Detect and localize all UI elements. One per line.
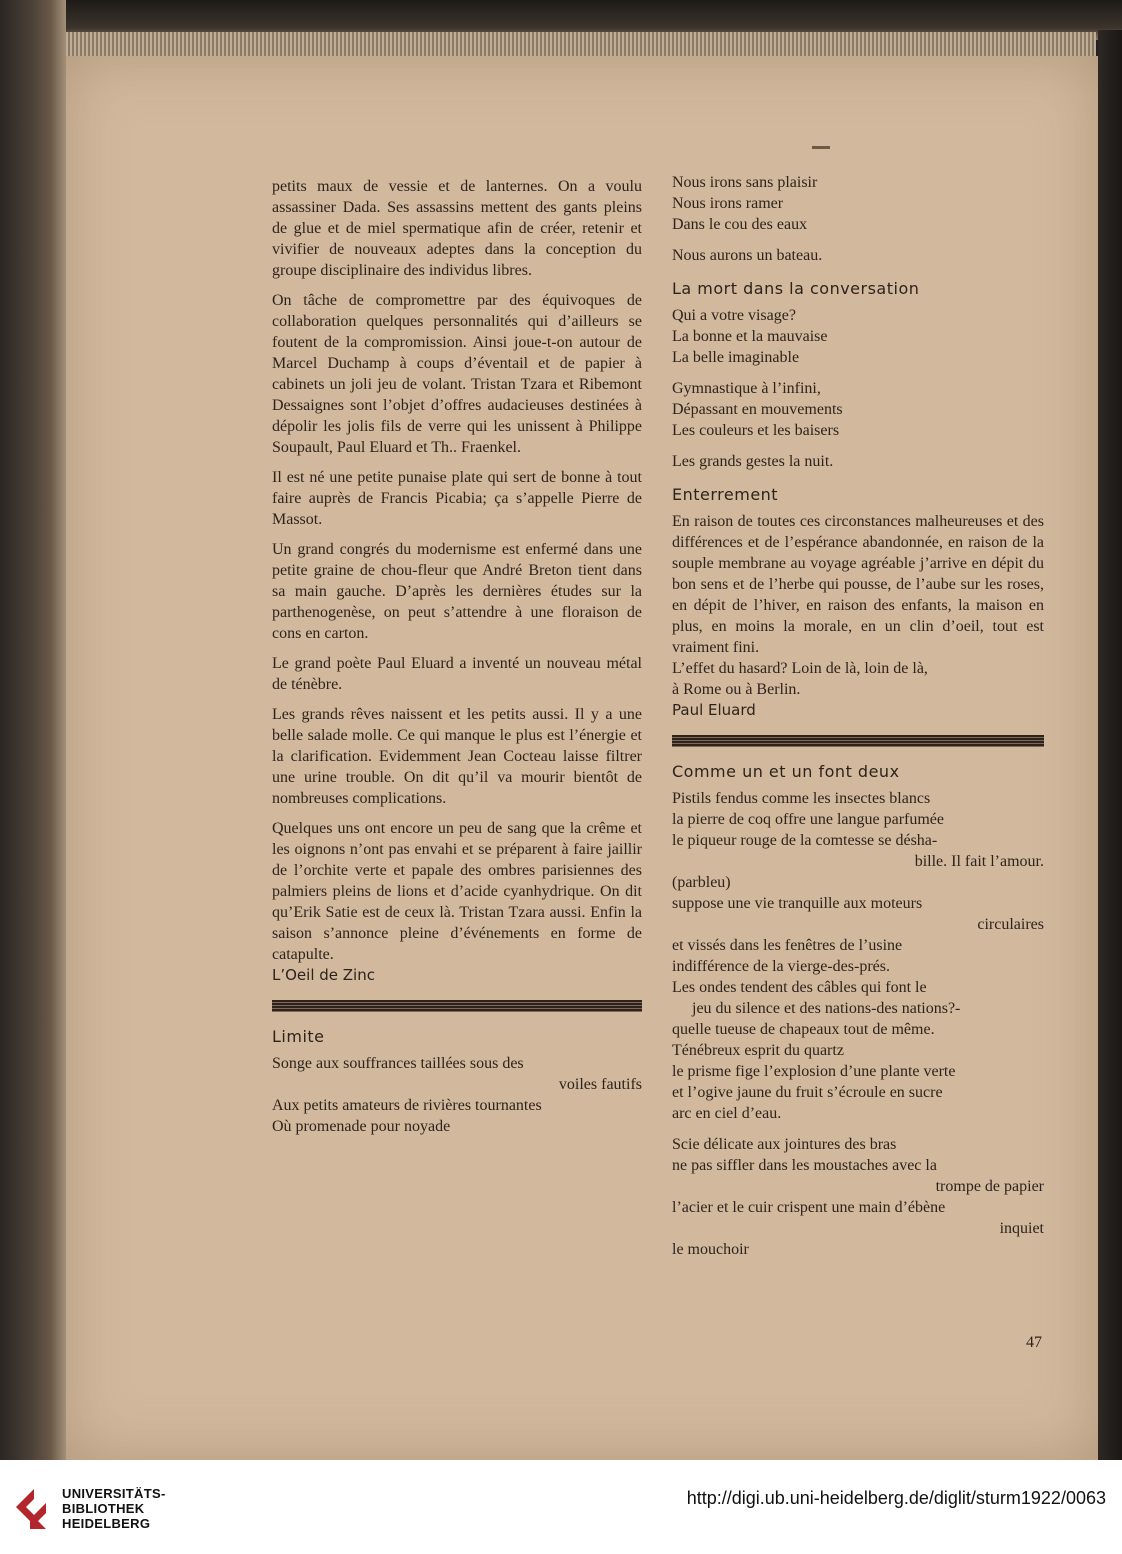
poem-line: Dans le cou des eaux	[672, 216, 808, 233]
poem-line: suppose une vie tranquille aux moteurs	[672, 895, 923, 912]
poem-line: inquiet	[999, 1220, 1044, 1237]
library-name-line: BIBLIOTHEK	[62, 1501, 145, 1516]
poem-line: La belle imaginable	[672, 349, 800, 366]
page-stack-edge	[66, 32, 1096, 56]
poem-line: Gymnastique à l’infini,	[672, 380, 821, 397]
stanza-gap	[672, 235, 1044, 245]
poem-line: arc en ciel d’eau.	[672, 1105, 782, 1122]
stanza-gap	[672, 368, 1044, 378]
poem-line: voiles fautifs	[558, 1076, 642, 1093]
library-name-line: HEIDELBERG	[62, 1516, 151, 1531]
poem-line: et vissés dans les fenêtres de l’usine	[672, 937, 903, 954]
viewer-footer	[0, 1460, 1122, 1554]
poem-line: le mouchoir	[672, 1241, 749, 1258]
poem-line: La bonne et la mauvaise	[672, 328, 828, 345]
paragraph: Il est né une petite punaise plate qui sert de bonne à tout faire auprès de Francis Picabia; ça s’appelle Pierre de Massot.	[272, 469, 642, 528]
book-binding	[52, 0, 66, 1460]
right-column	[672, 172, 1044, 1260]
poem-line: la pierre de coq offre une langue parfumée	[672, 811, 945, 828]
library-name	[62, 1486, 166, 1531]
divider-rule	[672, 735, 1044, 747]
poem-line: Scie délicate aux jointures des bras	[672, 1136, 897, 1153]
poem-title-enterrement: Enterrement	[672, 485, 779, 504]
paragraph: On tâche de compromettre par des équivoques de collaboration quelques personnalités qui d’ailleurs se foutent de la compromission. Ainsi joue-t-on autour de Marcel Duchamp à coups d’éventail et de papier à cabinets un joli jeu de volant. Tristan Tzara et Ribemont Dessaignes sont l’objet d’offres audacieuses destinées à dépolir les jolis fils de verre qui les unissent à Philippe Soupault, Paul Eluard et Th.. Fraenkel.	[272, 292, 642, 456]
library-name-line: UNIVERSITÄTS-	[62, 1486, 166, 1501]
poem-line: Nous aurons un bateau.	[672, 247, 823, 264]
signature-paul-eluard: Paul Eluard	[672, 701, 756, 719]
poem-line: L’effet du hasard? Loin de là, loin de là,	[672, 660, 928, 677]
poem-line: ne pas siffler dans les moustaches avec la	[672, 1157, 937, 1174]
poem-line: Songe aux souffrances taillées sous des	[272, 1055, 524, 1072]
poem-line: quelle tueuse de chapeaux tout de même.	[672, 1021, 935, 1038]
permalink-url[interactable]: http://digi.ub.uni-heidelberg.de/diglit/sturm1922/0063	[686, 1488, 1106, 1508]
poem-line: l’acier et le cuir crispent une main d’ébène	[672, 1199, 946, 1216]
poem-line: Dépassant en mouvements	[672, 401, 843, 418]
divider-rule	[272, 1000, 642, 1012]
poem-line: indifférence de la vierge-des-prés.	[672, 958, 890, 975]
poem-line: Où promenade pour noyade	[272, 1118, 451, 1135]
poem-line: Les grands gestes la nuit.	[672, 453, 834, 470]
poem-line: (parbleu)	[672, 874, 731, 891]
dash-mark	[812, 146, 830, 149]
poem-line: trompe de papier	[935, 1178, 1044, 1195]
poem-title-comme-un: Comme un et un font deux	[672, 762, 900, 781]
poem-line: le piqueur rouge de la comtesse se désha-	[672, 832, 938, 849]
paragraph: En raison de toutes ces circonstances malheureuses et des différences et de l’espérance abandonnée, en raison de la souple membrane au voyage agréable j’arrive en dépit du bon sens et de l’herbe qui pousse, de l’aube sur les roses, en dépit de l’hiver, en raison des enfants, la maison en plus, en moins la morale, en un clin d’oeil, tout est vraiment fini.	[672, 513, 1044, 656]
paragraph: Le grand poète Paul Eluard a inventé un nouveau métal de ténèbre.	[272, 655, 642, 693]
poem-line: Les couleurs et les baisers	[672, 422, 840, 439]
poem-title-limite: Limite	[272, 1027, 325, 1046]
poem-title-la-mort: La mort dans la conversation	[672, 279, 920, 298]
poem-line: circulaires	[977, 916, 1044, 933]
stanza-gap	[672, 441, 1044, 451]
poem-line: Qui a votre visage?	[672, 307, 796, 324]
paragraph: Quelques uns ont encore un peu de sang que la crême et les oignons n’ont pas envahi et se préparent à faire jaillir de l’orchite verte et papale des ombres parisiennes des palmiers pleins de lions et d’acide cyanhydrique. On dit qu’Erik Satie est de ceux là. Tristan Tzara aussi. Enfin la saison s’annonce pleine d’événements en forme de catapulte.	[272, 820, 642, 963]
paragraph: petits maux de vessie et de lanternes. On a voulu assassiner Dada. Ses assassins mettent des gants pleins de glue et de miel spermatique afin de créer, retenir et vivifier de nouveaux adeptes dans la conception du groupe disciplinaire des individus libres.	[272, 178, 642, 279]
poem-line: Nous irons sans plaisir	[672, 174, 818, 191]
poem-line: à Rome ou à Berlin.	[672, 681, 801, 698]
signature-oeil-de-zinc: L’Oeil de Zinc	[272, 966, 375, 984]
library-logo-icon	[12, 1485, 52, 1533]
book-right-edge	[1098, 30, 1122, 1460]
poem-line: jeu du silence et des nations-des nations?-	[692, 1000, 961, 1017]
poem-line: et l’ogive jaune du fruit s’écroule en sucre	[672, 1084, 943, 1101]
stanza-gap	[672, 1124, 1044, 1134]
poem-line: Pistils fendus comme les insectes blancs	[672, 790, 931, 807]
left-column	[272, 176, 642, 1137]
paper-page	[66, 56, 1098, 1460]
book-cover-edge	[0, 0, 52, 1460]
paragraph: Les grands rêves naissent et les petits aussi. Il y a une belle salade molle. Ce qui manque le plus est l’énergie et la clarification. Evidemment Jean Cocteau laisse filtrer une urine trouble. On dit qu’il va mourir bientôt de nombreuses complications.	[272, 706, 642, 807]
page-number: 47	[1026, 1334, 1042, 1351]
poem-line: Les ondes tendent des câbles qui font le	[672, 979, 927, 996]
poem-line: Nous irons ramer	[672, 195, 784, 212]
paragraph: Un grand congrés du modernisme est enfermé dans une petite graine de chou-fleur que André Breton tient dans sa main gauche. D’après les dernières études sur la parthenogenèse, on peut s’attendre à une floraison de cons en carton.	[272, 541, 642, 642]
poem-line: Aux petits amateurs de rivières tournantes	[272, 1097, 542, 1114]
poem-line: bille. Il fait l’amour.	[914, 853, 1044, 870]
poem-line: le prisme fige l’explosion d’une plante verte	[672, 1063, 956, 1080]
poem-line: Ténébreux esprit du quartz	[672, 1042, 844, 1059]
